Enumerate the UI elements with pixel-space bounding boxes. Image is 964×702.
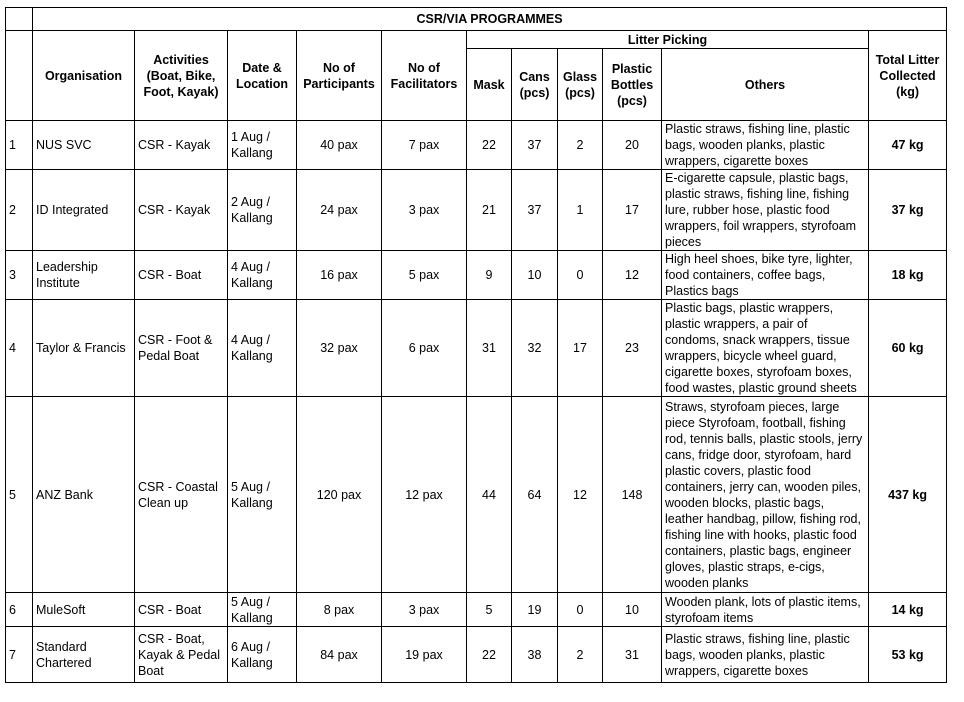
row-number: 4 <box>6 300 33 397</box>
organisation-cell: NUS SVC <box>33 121 135 170</box>
table-row <box>6 251 947 300</box>
table-row <box>6 121 947 170</box>
date-location-cell: 4 Aug / Kallang <box>228 300 297 397</box>
total-cell: 18 kg <box>869 251 947 300</box>
cans-cell: 64 <box>512 397 558 593</box>
row-number: 3 <box>6 251 33 300</box>
mask-cell: 5 <box>467 593 512 627</box>
row-number: 7 <box>6 627 33 683</box>
others-cell: Wooden plank, lots of plastic items, styrofoam items <box>662 593 869 627</box>
mask-cell: 9 <box>467 251 512 300</box>
row-number: 5 <box>6 397 33 593</box>
organisation-cell: Taylor & Francis <box>33 300 135 397</box>
organisation-cell: ID Integrated <box>33 170 135 251</box>
total-cell: 37 kg <box>869 170 947 251</box>
mask-cell: 31 <box>467 300 512 397</box>
table-row <box>6 627 947 683</box>
others-cell: Plastic straws, fishing line, plastic bags, wooden planks, plastic wrappers, cigarette boxes <box>662 627 869 683</box>
participants-cell: 24 pax <box>297 170 382 251</box>
facilitators-cell: 12 pax <box>382 397 467 593</box>
facilitators-cell: 19 pax <box>382 627 467 683</box>
glass-cell: 17 <box>558 300 603 397</box>
organisation-cell: Leadership Institute <box>33 251 135 300</box>
header-facilitators: No of Facilitators <box>382 31 467 121</box>
table-row <box>6 170 947 251</box>
csr-programmes-table <box>5 7 947 683</box>
participants-cell: 40 pax <box>297 121 382 170</box>
facilitators-cell: 7 pax <box>382 121 467 170</box>
table-title: CSR/VIA PROGRAMMES <box>33 8 947 31</box>
date-location-cell: 1 Aug / Kallang <box>228 121 297 170</box>
header-glass: Glass (pcs) <box>558 49 603 121</box>
facilitators-cell: 3 pax <box>382 593 467 627</box>
plastic-bottles-cell: 10 <box>603 593 662 627</box>
header-activities: Activities (Boat, Bike, Foot, Kayak) <box>135 31 228 121</box>
header-index <box>6 31 33 121</box>
glass-cell: 2 <box>558 627 603 683</box>
date-location-cell: 6 Aug / Kallang <box>228 627 297 683</box>
activity-cell: CSR - Kayak <box>135 121 228 170</box>
table-body <box>6 121 947 683</box>
organisation-cell: ANZ Bank <box>33 397 135 593</box>
total-cell: 53 kg <box>869 627 947 683</box>
activity-cell: CSR - Boat, Kayak & Pedal Boat <box>135 627 228 683</box>
table-row <box>6 397 947 593</box>
row-number: 6 <box>6 593 33 627</box>
row-number: 1 <box>6 121 33 170</box>
cans-cell: 19 <box>512 593 558 627</box>
facilitators-cell: 3 pax <box>382 170 467 251</box>
organisation-cell: MuleSoft <box>33 593 135 627</box>
cans-cell: 37 <box>512 121 558 170</box>
organisation-cell: Standard Chartered <box>33 627 135 683</box>
cans-cell: 10 <box>512 251 558 300</box>
plastic-bottles-cell: 23 <box>603 300 662 397</box>
participants-cell: 84 pax <box>297 627 382 683</box>
cans-cell: 38 <box>512 627 558 683</box>
participants-cell: 16 pax <box>297 251 382 300</box>
total-cell: 60 kg <box>869 300 947 397</box>
activity-cell: CSR - Coastal Clean up <box>135 397 228 593</box>
header-others: Others <box>662 49 869 121</box>
date-location-cell: 5 Aug / Kallang <box>228 397 297 593</box>
activity-cell: CSR - Foot & Pedal Boat <box>135 300 228 397</box>
header-total: Total Litter Collected (kg) <box>869 31 947 121</box>
header-organisation: Organisation <box>33 31 135 121</box>
glass-cell: 0 <box>558 593 603 627</box>
total-cell: 437 kg <box>869 397 947 593</box>
corner-cell <box>6 8 33 31</box>
others-cell: E-cigarette capsule, plastic bags, plastic straws, fishing line, fishing lure, rubber hose, plastic food wrappers, foil wrappers, styrofoam pieces <box>662 170 869 251</box>
plastic-bottles-cell: 20 <box>603 121 662 170</box>
others-cell: Straws, styrofoam pieces, large piece Styrofoam, football, fishing rod, tennis balls, plastic stools, jerry cans, fridge door, styrofoam, hard plastic covers, plastic food containers, jerry can, wooden piles, wooden blocks, plastic bags, leather handbag, pillow, fishing rod, fishing line with hooks, plastic food containers, plastic bags, engineer gloves, plastic straps, e-cigs, wooden planks <box>662 397 869 593</box>
plastic-bottles-cell: 148 <box>603 397 662 593</box>
date-location-cell: 4 Aug / Kallang <box>228 251 297 300</box>
header-plastic-bottles: Plastic Bottles (pcs) <box>603 49 662 121</box>
participants-cell: 120 pax <box>297 397 382 593</box>
total-cell: 47 kg <box>869 121 947 170</box>
others-cell: Plastic bags, plastic wrappers, plastic wrappers, a pair of condoms, snack wrappers, tissue wrappers, bicycle wheel guard, cigarette boxes, styrofoam boxes, food wastes, plastic ground sheets <box>662 300 869 397</box>
glass-cell: 2 <box>558 121 603 170</box>
row-number: 2 <box>6 170 33 251</box>
header-participants: No of Participants <box>297 31 382 121</box>
header-cans: Cans (pcs) <box>512 49 558 121</box>
plastic-bottles-cell: 12 <box>603 251 662 300</box>
glass-cell: 1 <box>558 170 603 251</box>
others-cell: Plastic straws, fishing line, plastic bags, wooden planks, plastic wrappers, cigarette boxes <box>662 121 869 170</box>
plastic-bottles-cell: 31 <box>603 627 662 683</box>
header-litter-picking: Litter Picking <box>467 31 869 49</box>
glass-cell: 12 <box>558 397 603 593</box>
header-date-location: Date & Location <box>228 31 297 121</box>
mask-cell: 22 <box>467 627 512 683</box>
plastic-bottles-cell: 17 <box>603 170 662 251</box>
table-row <box>6 593 947 627</box>
total-cell: 14 kg <box>869 593 947 627</box>
others-cell: High heel shoes, bike tyre, lighter, food containers, coffee bags, Plastics bags <box>662 251 869 300</box>
date-location-cell: 2 Aug / Kallang <box>228 170 297 251</box>
mask-cell: 22 <box>467 121 512 170</box>
table-row <box>6 300 947 397</box>
mask-cell: 21 <box>467 170 512 251</box>
date-location-cell: 5 Aug / Kallang <box>228 593 297 627</box>
cans-cell: 37 <box>512 170 558 251</box>
activity-cell: CSR - Boat <box>135 593 228 627</box>
activity-cell: CSR - Boat <box>135 251 228 300</box>
facilitators-cell: 6 pax <box>382 300 467 397</box>
mask-cell: 44 <box>467 397 512 593</box>
participants-cell: 8 pax <box>297 593 382 627</box>
activity-cell: CSR - Kayak <box>135 170 228 251</box>
header-mask: Mask <box>467 49 512 121</box>
facilitators-cell: 5 pax <box>382 251 467 300</box>
participants-cell: 32 pax <box>297 300 382 397</box>
cans-cell: 32 <box>512 300 558 397</box>
glass-cell: 0 <box>558 251 603 300</box>
